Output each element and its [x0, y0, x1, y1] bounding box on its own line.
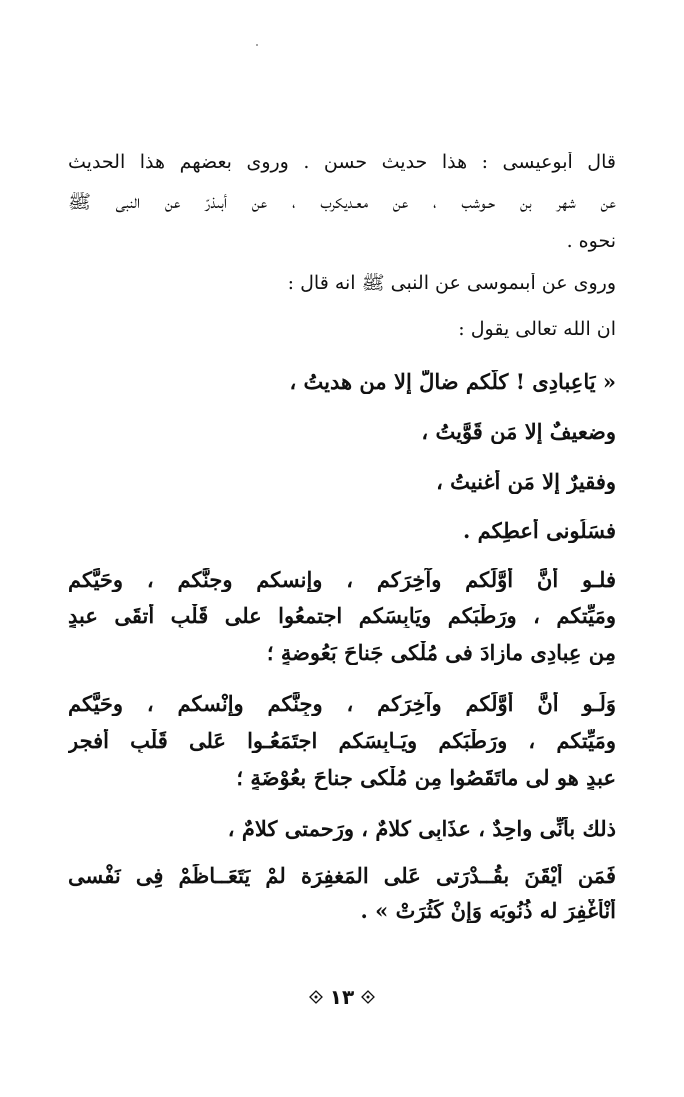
- text-line-8: وفقيرٌ إلا مَن أغنيتُ ،: [436, 470, 616, 494]
- speck: [256, 44, 258, 46]
- ornament-left-icon: [308, 989, 324, 1005]
- text-line-11: ومَيِّتكم ، ورَطْبَكم ويَابِسَكم اجتمعُوا على قَلْبِ أتقَى عبدٍ: [68, 604, 616, 628]
- text-line-3: نحوه .: [566, 231, 616, 252]
- text-line-5: ان الله تعالى يقول :: [458, 319, 616, 340]
- text-line-6: « يَاعِبادِى ! كلُّكم ضالٌّ إلا من هديتُ ،: [289, 370, 616, 394]
- ornament-right-icon: [360, 989, 376, 1005]
- text-line-7: وضعيفٌ إلا مَن قَوَّيتُ ،: [421, 420, 616, 444]
- page-number-ornament: [308, 985, 376, 1009]
- text-line-12: مِن عِبادِى مازادَ فى مُلْكى جَناحَ بَعُوضةٍ ؛: [266, 641, 616, 665]
- text-line-4: وروى عن أبىموسى عن النبى ﷺ انه قال :: [287, 273, 616, 294]
- text-line-17: فَمَن أيْقَنَ بقُــدْرَتى عَلى المَغفِرَة لمْ يَتَعَــاظَمْ فِى نَفْسى: [68, 864, 616, 888]
- text-line-2: عن شهر بن حـوشب ، عن معـديكرب ، عن أبىذرّ عن النبى ﷺ: [68, 192, 616, 213]
- page-footer: [0, 985, 684, 1009]
- text-line-16: ذلك بأنِّى واحِدٌ ، عذَابِى كلامٌ ، ورَحمتى كلامٌ ،: [227, 817, 616, 841]
- text-line-10: فلـو أنَّ أوَّلَكم وآخِرَكم ، وإنسكم وجنَّكم ، وحَيَّكم: [68, 568, 616, 592]
- text-line-14: ومَيِّتكم ، ورَطْبَكم ويَـابِسَكم اجتَمَعُـوا عَلى قَلْبِ أفجرِ: [68, 729, 616, 753]
- text-line-1: قال أبوعيسى : هذا حديث حسن . وروى بعضهم هذا الحديث: [68, 152, 616, 173]
- text-line-15: عبدٍ هو لى ماتَقَصُوا مِن مُلْكى جناحَ بعُوْضَةٍ ؛: [236, 766, 616, 790]
- text-line-18: أنْأغْفِرَ له ذُنُوبَه وَإنْ كَثُرَتْ » .: [360, 899, 616, 923]
- page-number: ١٣: [329, 985, 355, 1009]
- text-line-9: فسَلُونى أُعطِكم .: [462, 519, 616, 543]
- text-line-13: وَلَـو أنَّ أوَّلَكم وآخِرَكم ، وجِنَّكم وإنْسكم ، وحَيَّكم: [68, 692, 616, 716]
